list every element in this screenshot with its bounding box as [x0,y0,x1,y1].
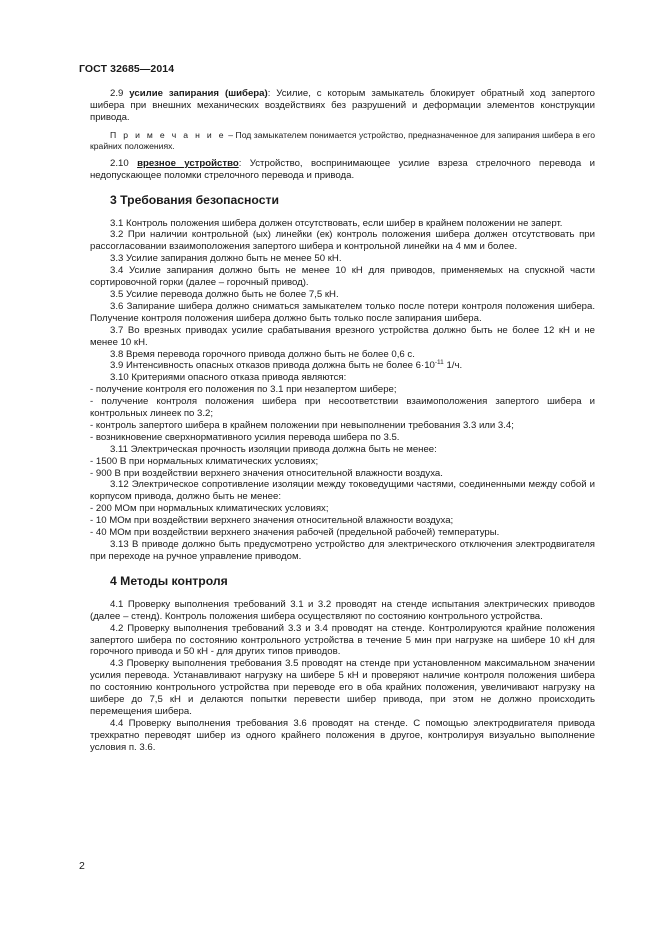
term: врезное устройство [137,157,239,169]
page-number: 2 [79,860,85,872]
clause-3-7: 3.7 Во врезных приводах усилие срабатывания врезного устройства должно быть не более 12 кН и не менее 10 кН. [90,324,595,348]
definition-text: : Устройство, воспринимающее усилие взреза стрелочного перевода и недопускающее поломки стрелочного перевода и привода. [90,157,595,181]
clause-3-2: 3.2 При наличии контрольной (ых) линейки (ек) контроль положения шибера должен отсутствовать при рассогласовании взаимоположения запертого шибера и контрольной линейки на 4 мм и более. [90,229,595,253]
clause-3-9 [90,360,595,372]
clause-3-9-text: 3.9 Интенсивность опасных отказов привода должна быть не более 6·10 [110,360,435,372]
definition-text: : Усилие, с которым замыкатель блокирует обратный ход запертого шибера при внешних механических воздействиях без разрушений и деформации элементов конструкции привода. [90,88,595,123]
clause-3-10: 3.10 Критериями опасного отказа привода являются: [110,372,347,384]
section-3-heading: 3 Требования безопасности [110,192,279,207]
note [90,130,595,152]
clause-4-4: 4.4 Проверку выполнения требования 3.6 проводят на стенде. С помощью электродвигателя привода трехкратно переводят шибер из одного крайнего положения в другое, контролируя визуально выполнение условия п. 3.6. [90,717,595,753]
clause-3-4: 3.4 Усилие запирания должно быть не менее 10 кН для приводов, применяемых на спускной части сортировочной горки (далее – горочный привод). [90,265,595,289]
list-item: - контроль запертого шибера в крайнем положении при невыполнении требования 3.3 или 3.4; [90,419,514,431]
term: усилие запирания (шибера) [129,88,268,99]
clause-3-5: 3.5 Усилие перевода должно быть не более 7,5 кН. [110,288,339,300]
clause-4-3: 4.3 Проверку выполнения требования 3.5 проводят на стенде при установленном максимальном значении усилия перевода. Устанавливают нагрузку на шибере 5 кН и проверяют наличие контроля положения шибера по состоянию контрольного устройства при переводе его в оба крайних положения, увеличивают нагрузку на шибере до 7,5 кН и делаются попытки перевести шибер привода, при этом не должно происходить перемещения шибера. [90,658,595,717]
list-item: - получение контроля его положения по 3.1 при незапертом шибере; [90,384,397,396]
clause-number: 2.9 [110,88,124,99]
list-item: - возникновение сверхнормативного усилия перевода шибера по 3.5. [90,431,400,443]
list-item: - 10 МОм при воздействии верхнего значения относительной влажности воздуха; [90,515,454,527]
list-item: - 40 МОм при воздействии верхнего значения рабочей (предельной рабочей) температуры. [90,527,500,539]
clause-3-1: 3.1 Контроль положения шибера должен отсутствовать, если шибер в крайнем положении не заперт. [110,217,563,229]
clause-3-11: 3.11 Электрическая прочность изоляции привода должна быть не менее: [110,443,437,455]
clause-2-10 [90,158,595,182]
document-header: ГОСТ 32685—2014 [79,63,175,75]
clause-3-3: 3.3 Усилие запирания должно быть не менее 50 кН. [110,253,342,265]
clause-3-12: 3.12 Электрическое сопротивление изоляции между токоведущими частями, соединенными между собой и корпусом привода, должно быть не менее: [90,479,595,503]
note-text: – Под замыкателем понимается устройство, предназначенное для запирания шибера в его крайних положениях. [90,129,595,151]
note-label: П р и м е ч а н и е [110,129,226,140]
section-4-heading: 4 Методы контроля [110,573,228,588]
document-body [90,88,595,754]
list-item: - 1500 В при нормальных климатических условиях; [90,455,319,467]
clause-2-9 [90,88,595,124]
list-item: - получение контроля положения шибера при несоответствии взаимоположения запертого шибера и контрольных линеек по 3.2; [90,396,595,420]
clause-number: 2.10 [110,157,129,169]
clause-3-8: 3.8 Время перевода горочного привода должно быть не более 0,6 с. [110,348,415,360]
clause-4-2: 4.2 Проверку выполнения требований 3.3 и 3.4 проводят на стенде. Контролируются крайние положения запертого шибера по состоянию контрольного устройства в течение 5 мин при нагрузке на шибере 10 кН для горочного привода и 50 кН - для других типов приводов. [90,622,595,658]
clause-3-9-unit: 1/ч. [443,360,463,372]
clause-3-13: 3.13 В приводе должно быть предусмотрено устройство для электрического отключения электродвигателя при переходе на ручное управление приводом. [90,539,595,562]
clause-3-6: 3.6 Запирание шибера должно сниматься замыкателем только после потери контроля положения шибера. Получение контроля положения шибера должно быть только после запирания шибера. [90,300,595,324]
exponent: -11 [434,359,444,367]
list-item: - 900 В при воздействии верхнего значения относительной влажности воздуха. [90,467,443,479]
clause-4-1: 4.1 Проверку выполнения требований 3.1 и 3.2 проводят на стенде испытания электрических приводов (далее – стенд). Контроль положения шибера осуществляют по состоянию контрольного устройства. [90,598,595,622]
list-item: - 200 МОм при нормальных климатических условиях; [90,503,329,515]
